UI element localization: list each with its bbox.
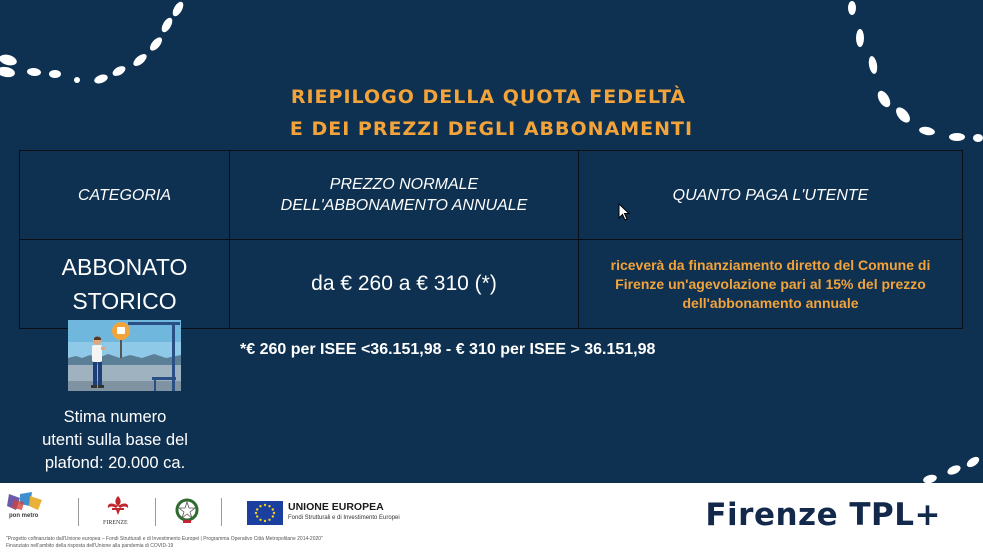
pon-metro-logo xyxy=(6,492,44,524)
user-pays-cell: riceverà da finanziamento diretto del Comune di Firenze un'agevolazione pari al 15% del prezzo dell'abbonamento annuale xyxy=(579,240,963,329)
slide-title-line-1: RIEPILOGO DELLA QUOTA FEDELTÀ xyxy=(290,86,687,108)
header-quanto-paga: QUANTO PAGA L'UTENTE xyxy=(579,151,963,240)
slide-title-line-2: E DEI PREZZI DEGLI ABBONAMENTI xyxy=(289,118,694,140)
header-prezzo-normale: PREZZO NORMALE DELL'ABBONAMENTO ANNUALE xyxy=(230,151,579,240)
eu-flag-icon xyxy=(247,501,283,525)
table-header-row xyxy=(20,151,963,240)
footer-divider xyxy=(78,498,79,526)
eu-title: UNIONE EUROPEA xyxy=(288,501,384,513)
footer-divider xyxy=(221,498,222,526)
category-line-2: STORICO xyxy=(72,288,177,314)
firenze-tpl-brand: Firenze TPL+ xyxy=(705,497,941,533)
estimate-line-3: plafond: 20.000 ca. xyxy=(44,454,186,472)
category-cell xyxy=(20,240,230,329)
pon-metro-text: pon metro xyxy=(9,513,39,519)
header-categoria: CATEGORIA xyxy=(20,151,230,240)
fine-print-covid: Finanziato nell'ambito della risposta dell'Unione alla pandemia di COVID-19 xyxy=(6,543,174,549)
comune-firenze-text: FIRENZE xyxy=(103,520,128,526)
italian-republic-emblem xyxy=(175,498,199,524)
estimate-line-1: Stima numero xyxy=(63,408,167,426)
category-line-1: ABBONATO xyxy=(61,254,188,280)
table-row xyxy=(20,240,963,329)
estimate-line-2: utenti sulla base del xyxy=(42,431,188,449)
footer-divider xyxy=(155,498,156,526)
footer xyxy=(0,483,983,552)
fine-print-project: "Progetto cofinanziato dall'Unione europea – Fondi Strutturali e di Investimento Europei | Programma Operativo Città Metropolitane 2014-2020" xyxy=(6,536,323,542)
price-cell: da € 260 a € 310 (*) xyxy=(230,240,579,329)
summary-table xyxy=(19,150,963,329)
isee-note: *€ 260 per ISEE <36.151,98 - € 310 per ISEE > 36.151,98 xyxy=(240,341,656,358)
comune-firenze-lily-logo xyxy=(100,494,136,528)
person-at-bus-stop-illustration xyxy=(68,320,181,391)
eu-subtitle: Fondi Strutturali e di Investimento Europei xyxy=(288,515,400,521)
user-estimate xyxy=(30,406,200,475)
cursor-arrow-icon xyxy=(618,203,630,221)
